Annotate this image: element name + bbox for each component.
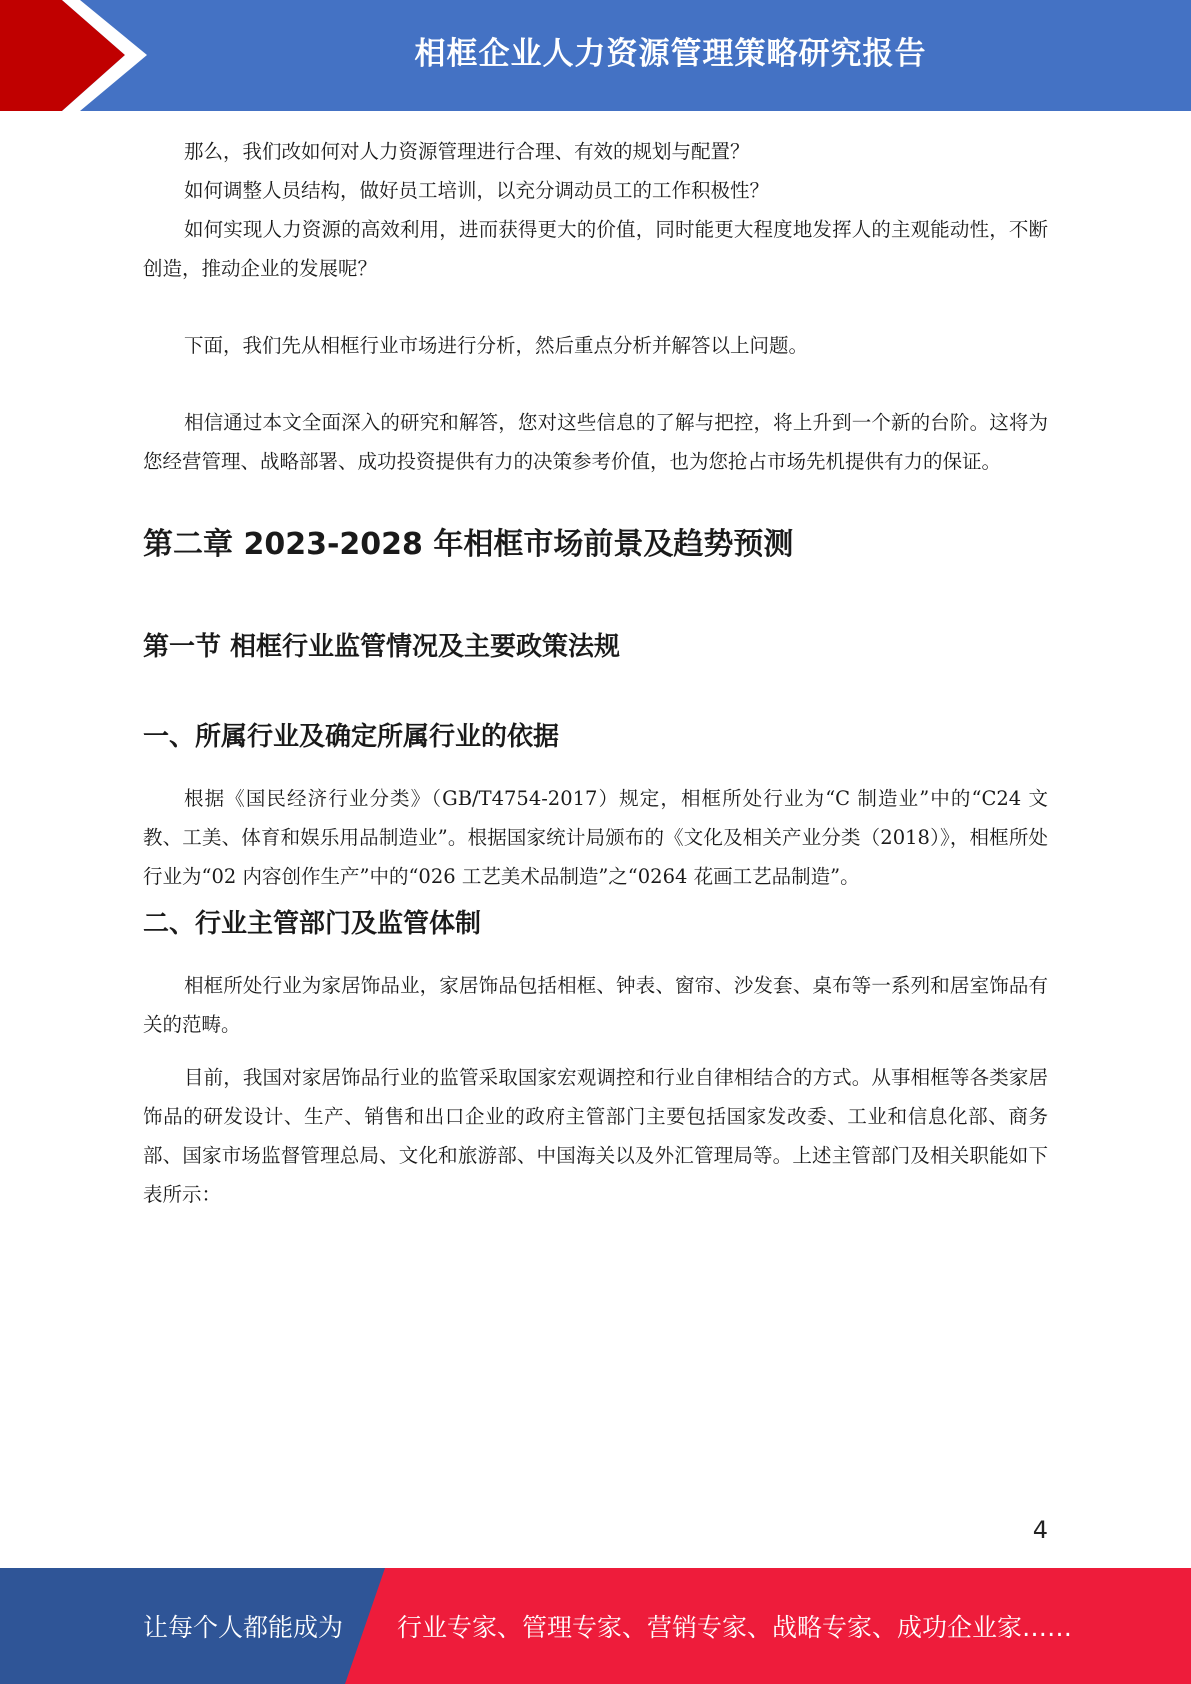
subsection-title: 一、所属行业及确定所属行业的依据 <box>143 722 560 752</box>
page-content <box>143 132 1048 1214</box>
paragraph: 目前，我国对家居饰品行业的监管采取国家宏观调控和行业自律相结合的方式。从事相框等各类家居饰品的研发设计、生产、销售和出口企业的政府主管部门主要包括国家发改委、工业和信息化部、商务部、国家市场监督管理总局、文化和旅游部、中国海关以及外汇管理局等。上述主管部门及相关职能如下表所示： <box>143 1066 1048 1206</box>
chapter-title: 第二章 2023-2028 年相框市场前景及趋势预测 <box>143 527 794 562</box>
page-number: 4 <box>1032 1516 1048 1544</box>
header-arrow-decoration <box>0 0 160 111</box>
subsection-title: 二、行业主管部门及监管体制 <box>143 909 482 939</box>
paragraph: 下面，我们先从相框行业市场进行分析，然后重点分析并解答以上问题。 <box>184 334 809 357</box>
header-title: 相框企业人力资源管理策略研究报告 <box>414 35 927 72</box>
paragraph: 相框所处行业为家居饰品业，家居饰品包括相框、钟表、窗帘、沙发套、桌布等一系列和居室饰品有关的范畴。 <box>143 974 1048 1036</box>
paragraph: 那么，我们改如何对人力资源管理进行合理、有效的规划与配置？ <box>184 140 750 163</box>
paragraph: 相信通过本文全面深入的研究和解答，您对这些信息的了解与把控，将上升到一个新的台阶。这将为您经营管理、战略部署、成功投资提供有力的决策参考价值，也为您抢占市场先机提供有力的保证。 <box>143 411 1048 473</box>
paragraph: 根据《国民经济行业分类》（GB/T4754-2017）规定，相框所处行业为“C 制造业”中的“C24 文教、工美、体育和娱乐用品制造业”。根据国家统计局颁布的《文化及相关产业分类（2018）》，相框所处行业为“02 内容创作生产”中的“026 工艺美术品制造”之“0264 花画工艺品制造”。 <box>143 787 1048 888</box>
page-footer <box>0 1568 1191 1684</box>
page-header <box>0 0 1191 111</box>
paragraph: 如何实现人力资源的高效利用，进而获得更大的价值，同时能更大程度地发挥人的主观能动性，不断创造，推动企业的发展呢？ <box>143 218 1048 280</box>
section-title: 第一节 相框行业监管情况及主要政策法规 <box>143 632 621 662</box>
footer-slogan-right: 行业专家、管理专家、营销专家、战略专家、成功企业家…… <box>397 1613 1073 1642</box>
footer-slogan-left: 让每个人都能成为 <box>143 1613 344 1642</box>
paragraph: 如何调整人员结构，做好员工培训，以充分调动员工的工作积极性？ <box>184 179 770 202</box>
